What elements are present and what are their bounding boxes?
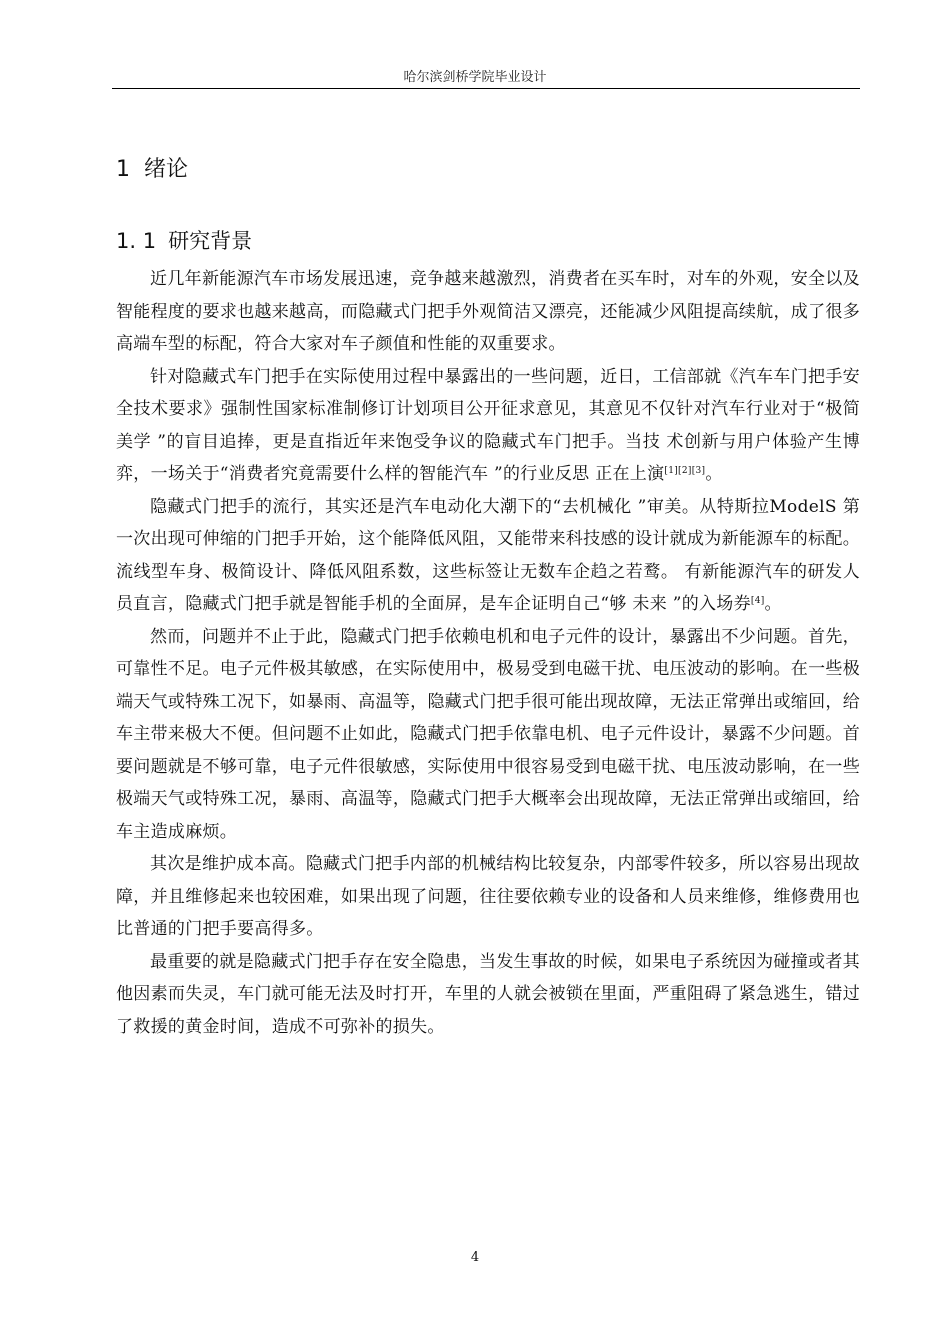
paragraph-1: 近几年新能源汽车市场发展迅速，竞争越来越激烈，消费者在买车时，对车的外观，安全以及智能程度的要求也越来越高，而隐藏式门把手外观简洁又漂亮，还能减少风阻提高续航，成了很多高端车型的标配，符合大家对车子颜值和性能的双重要求。 — [116, 269, 860, 354]
paragraph-2-text: 针对隐藏式车门把手在实际使用过程中暴露出的一些问题，近日，工信部就《汽车车门把手安全技术要求》强制性国家标准制修订计划项目公开征求意见，其意见不仅针对汽车行业对于“极简美学 ”的盲目追捧，更是直指近年来饱受争议的隐藏式车门把手。当技 术创新与用户体验产生博弈，一场关于“消费者究竟需要什么样的智能汽车 ”的行业反思 正在上演 — [116, 366, 860, 484]
header-divider — [112, 88, 860, 89]
chapter-heading — [116, 152, 188, 183]
paragraph-3 — [116, 491, 860, 621]
paragraph-4: 然而，问题并不止于此，隐藏式门把手依赖电机和电子元件的设计，暴露出不少问题。首先，可靠性不足。电子元件极其敏感，在实际使用中，极易受到电磁干扰、电压波动的影响。在一些极端天气或特殊工况下，如暴雨、高温等，隐藏式门把手很可能出现故障，无法正常弹出或缩回，给车主带来极大不便。但问题不止如此，隐藏式门把手依靠电机、电子元件设计，暴露不少问题。首要问题就是不够可靠，电子元件很敏感，实际使用中很容易受到电磁干扰、电压波动影响，在一些极端天气或特殊工况，暴雨、高温等，隐藏式门把手大概率会出现故障，无法正常弹出或缩回，给车主造成麻烦。 — [116, 626, 860, 842]
paragraph-2-end: 。 — [705, 464, 723, 484]
section-title: 研究背景 — [168, 229, 253, 253]
chapter-number: 1 — [116, 157, 130, 182]
section-heading — [116, 225, 252, 255]
paragraph-3-end: 。 — [764, 594, 782, 614]
paragraph-2 — [116, 361, 860, 491]
body-text — [116, 263, 860, 1043]
paragraph-5: 其次是维护成本高。隐藏式门把手内部的机械结构比较复杂，内部零件较多，所以容易出现故障，并且维修起来也较困难，如果出现了问题，往往要依赖专业的设备和人员来维修，维修费用也比普通的门把手要高得多。 — [116, 854, 860, 939]
section-number: 1. 1 — [116, 229, 157, 253]
citation-1-2-3: [1][2][3] — [664, 466, 706, 476]
page-header: 哈尔滨剑桥学院毕业设计 — [403, 70, 547, 85]
paragraph-3-text: 隐藏式门把手的流行，其实还是汽车电动化大潮下的“去机械化 ”审美。从特斯拉ModelS 第一次出现可伸缩的门把手开始，这个能降低风阻，又能带来科技感的设计就成为新能源车的标配。流线型车身、极简设计、降低风阻系数，这些标签让无数车企趋之若鹜。 有新能源汽车的研发人员直言，隐藏式门把手就是智能手机的全面屏，是车企证明自己“够 未来 ”的入场券 — [116, 496, 860, 614]
citation-4: [4] — [750, 596, 765, 606]
chapter-title: 绪论 — [144, 157, 189, 182]
page-number: 4 — [470, 1250, 480, 1265]
paragraph-6: 最重要的就是隐藏式门把手存在安全隐患，当发生事故的时候，如果电子系统因为碰撞或者其他因素而失灵，车门就可能无法及时打开，车里的人就会被锁在里面，严重阻碍了紧急逃生，错过了救援的黄金时间，造成不可弥补的损失。 — [116, 951, 860, 1037]
